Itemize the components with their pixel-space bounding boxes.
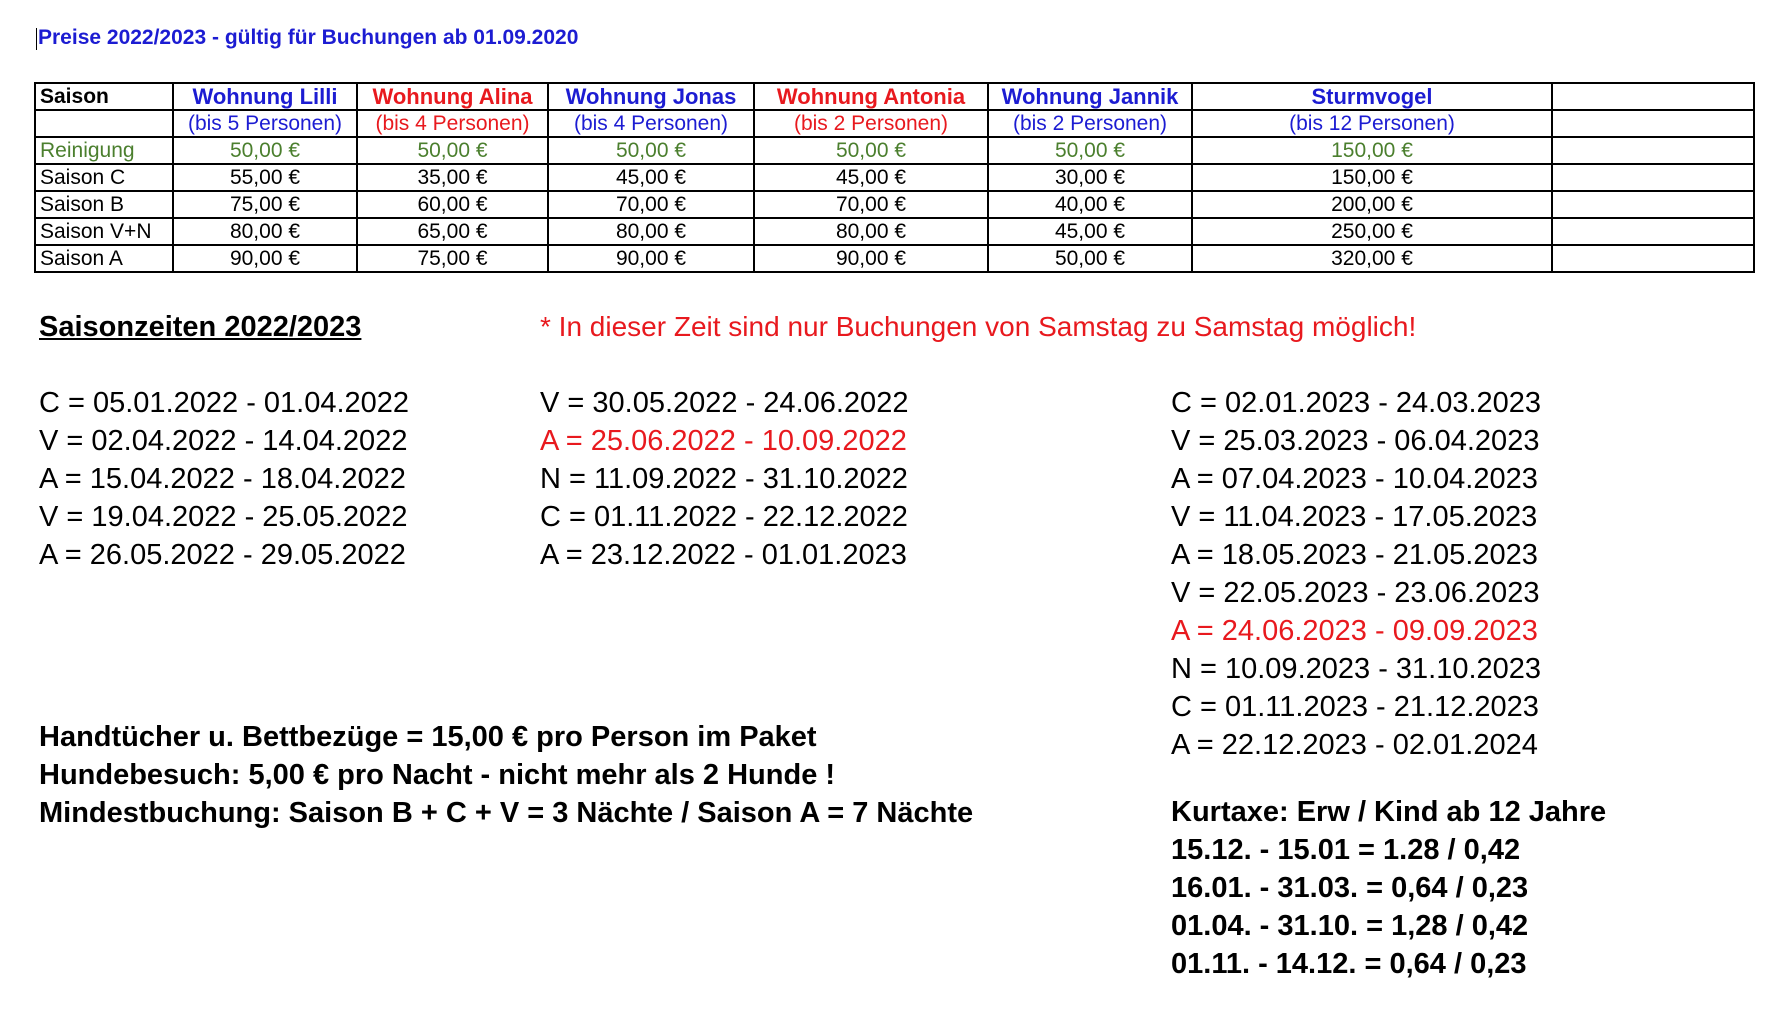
price-cell: 150,00 € <box>1192 137 1552 164</box>
season-date-line: A = 22.12.2023 - 02.01.2024 <box>1171 729 1538 761</box>
apartment-name: Wohnung Lilli <box>173 83 357 110</box>
season-date-line: N = 10.09.2023 - 31.10.2023 <box>1171 653 1542 685</box>
price-cell: 55,00 € <box>173 164 357 191</box>
season-date-line: V = 22.05.2023 - 23.06.2023 <box>1171 577 1540 609</box>
season-date-line: A = 15.04.2022 - 18.04.2022 <box>39 463 406 495</box>
season-dates-col-2 <box>540 384 908 574</box>
price-cell: 50,00 € <box>173 137 357 164</box>
price-cell: 70,00 € <box>754 191 988 218</box>
price-cell: 45,00 € <box>548 164 754 191</box>
price-cell: 50,00 € <box>754 137 988 164</box>
season-times-heading: Saisonzeiten 2022/2023 <box>39 311 362 343</box>
kurtaxe-row: 15.12. - 15.01 = 1.28 / 0,42 <box>1171 834 1521 866</box>
price-cell: 65,00 € <box>357 218 548 245</box>
table-row <box>35 164 1754 191</box>
empty-cell <box>1552 245 1754 272</box>
season-label: Saison B <box>35 191 173 218</box>
price-cell: 45,00 € <box>754 164 988 191</box>
empty-cell <box>1552 191 1754 218</box>
price-cell: 200,00 € <box>1192 191 1552 218</box>
season-label: Saison A <box>35 245 173 272</box>
empty-cell <box>1552 110 1754 137</box>
price-cell: 250,00 € <box>1192 218 1552 245</box>
apartment-capacity: (bis 2 Personen) <box>988 110 1192 137</box>
apartment-name: Wohnung Antonia <box>754 83 988 110</box>
table-capacity-row <box>35 110 1754 137</box>
price-cell: 80,00 € <box>548 218 754 245</box>
kurtaxe-row: 16.01. - 31.03. = 0,64 / 0,23 <box>1171 872 1529 904</box>
season-date-line: V = 19.04.2022 - 25.05.2022 <box>39 501 408 533</box>
empty-cell <box>1552 137 1754 164</box>
price-cell: 75,00 € <box>173 191 357 218</box>
apartment-capacity: (bis 4 Personen) <box>548 110 754 137</box>
apartment-name: Sturmvogel <box>1192 83 1552 110</box>
season-date-line: V = 02.04.2022 - 14.04.2022 <box>39 425 408 457</box>
season-date-line: C = 01.11.2022 - 22.12.2022 <box>540 501 908 533</box>
apartment-capacity: (bis 5 Personen) <box>173 110 357 137</box>
season-date-line: V = 30.05.2022 - 24.06.2022 <box>540 387 909 419</box>
season-date-line: V = 25.03.2023 - 06.04.2023 <box>1171 425 1540 457</box>
table-row <box>35 218 1754 245</box>
kurtaxe-heading: Kurtaxe: Erw / Kind ab 12 Jahre <box>1171 796 1607 828</box>
info-line: Handtücher u. Bettbezüge = 15,00 € pro Person im Paket <box>39 721 817 753</box>
season-dates-col-3 <box>1171 384 1541 764</box>
price-table <box>34 82 1755 273</box>
saturday-note: * In dieser Zeit sind nur Buchungen von Samstag zu Samstag möglich! <box>540 311 1417 342</box>
info-line: Mindestbuchung: Saison B + C + V = 3 Nächte / Saison A = 7 Nächte <box>39 797 974 829</box>
price-cell: 90,00 € <box>548 245 754 272</box>
season-date-line: A = 23.12.2022 - 01.01.2023 <box>540 539 907 571</box>
apartment-name: Wohnung Jannik <box>988 83 1192 110</box>
empty-cell <box>1552 164 1754 191</box>
price-cell: 50,00 € <box>548 137 754 164</box>
price-cell: 50,00 € <box>988 137 1192 164</box>
season-date-line: C = 02.01.2023 - 24.03.2023 <box>1171 387 1542 419</box>
price-cell: 30,00 € <box>988 164 1192 191</box>
season-date-line: A = 18.05.2023 - 21.05.2023 <box>1171 539 1538 571</box>
empty-cell <box>35 110 173 137</box>
kurtaxe-block <box>1171 793 1606 983</box>
apartment-name: Wohnung Alina <box>357 83 548 110</box>
season-date-line: A = 24.06.2023 - 09.09.2023 <box>1171 615 1538 647</box>
season-date-line: A = 07.04.2023 - 10.04.2023 <box>1171 463 1538 495</box>
price-cell: 80,00 € <box>754 218 988 245</box>
apartment-capacity: (bis 12 Personen) <box>1192 110 1552 137</box>
table-row <box>35 245 1754 272</box>
price-cell: 60,00 € <box>357 191 548 218</box>
apartment-capacity: (bis 2 Personen) <box>754 110 988 137</box>
season-date-line: A = 25.06.2022 - 10.09.2022 <box>540 425 907 457</box>
season-date-line: C = 05.01.2022 - 01.04.2022 <box>39 387 410 419</box>
season-label: Saison C <box>35 164 173 191</box>
price-cell: 35,00 € <box>357 164 548 191</box>
page-title: Preise 2022/2023 - gültig für Buchungen ab 01.09.2020 <box>38 26 579 49</box>
price-cell: 320,00 € <box>1192 245 1552 272</box>
season-date-line: V = 11.04.2023 - 17.05.2023 <box>1171 501 1538 533</box>
apartment-name: Wohnung Jonas <box>548 83 754 110</box>
season-label: Saison V+N <box>35 218 173 245</box>
info-line: Hundebesuch: 5,00 € pro Nacht - nicht mehr als 2 Hunde ! <box>39 759 836 791</box>
kurtaxe-row: 01.04. - 31.10. = 1,28 / 0,42 <box>1171 910 1529 942</box>
season-date-line: A = 26.05.2022 - 29.05.2022 <box>39 539 406 571</box>
table-row <box>35 191 1754 218</box>
table-row <box>35 137 1754 164</box>
season-date-line: N = 11.09.2022 - 31.10.2022 <box>540 463 908 495</box>
price-cell: 75,00 € <box>357 245 548 272</box>
price-cell: 80,00 € <box>173 218 357 245</box>
kurtaxe-row: 01.11. - 14.12. = 0,64 / 0,23 <box>1171 948 1527 980</box>
season-dates-col-1 <box>39 384 409 574</box>
empty-cell <box>1552 218 1754 245</box>
price-cell: 90,00 € <box>173 245 357 272</box>
price-cell: 70,00 € <box>548 191 754 218</box>
price-cell: 40,00 € <box>988 191 1192 218</box>
price-cell: 50,00 € <box>357 137 548 164</box>
apartment-capacity: (bis 4 Personen) <box>357 110 548 137</box>
price-cell: 50,00 € <box>988 245 1192 272</box>
booking-info <box>39 718 973 832</box>
price-cell: 90,00 € <box>754 245 988 272</box>
season-label: Reinigung <box>35 137 173 164</box>
empty-cell <box>1552 83 1754 110</box>
price-cell: 150,00 € <box>1192 164 1552 191</box>
table-header-row <box>35 83 1754 110</box>
table-header-saison: Saison <box>35 83 173 110</box>
price-cell: 45,00 € <box>988 218 1192 245</box>
season-date-line: C = 01.11.2023 - 21.12.2023 <box>1171 691 1539 723</box>
